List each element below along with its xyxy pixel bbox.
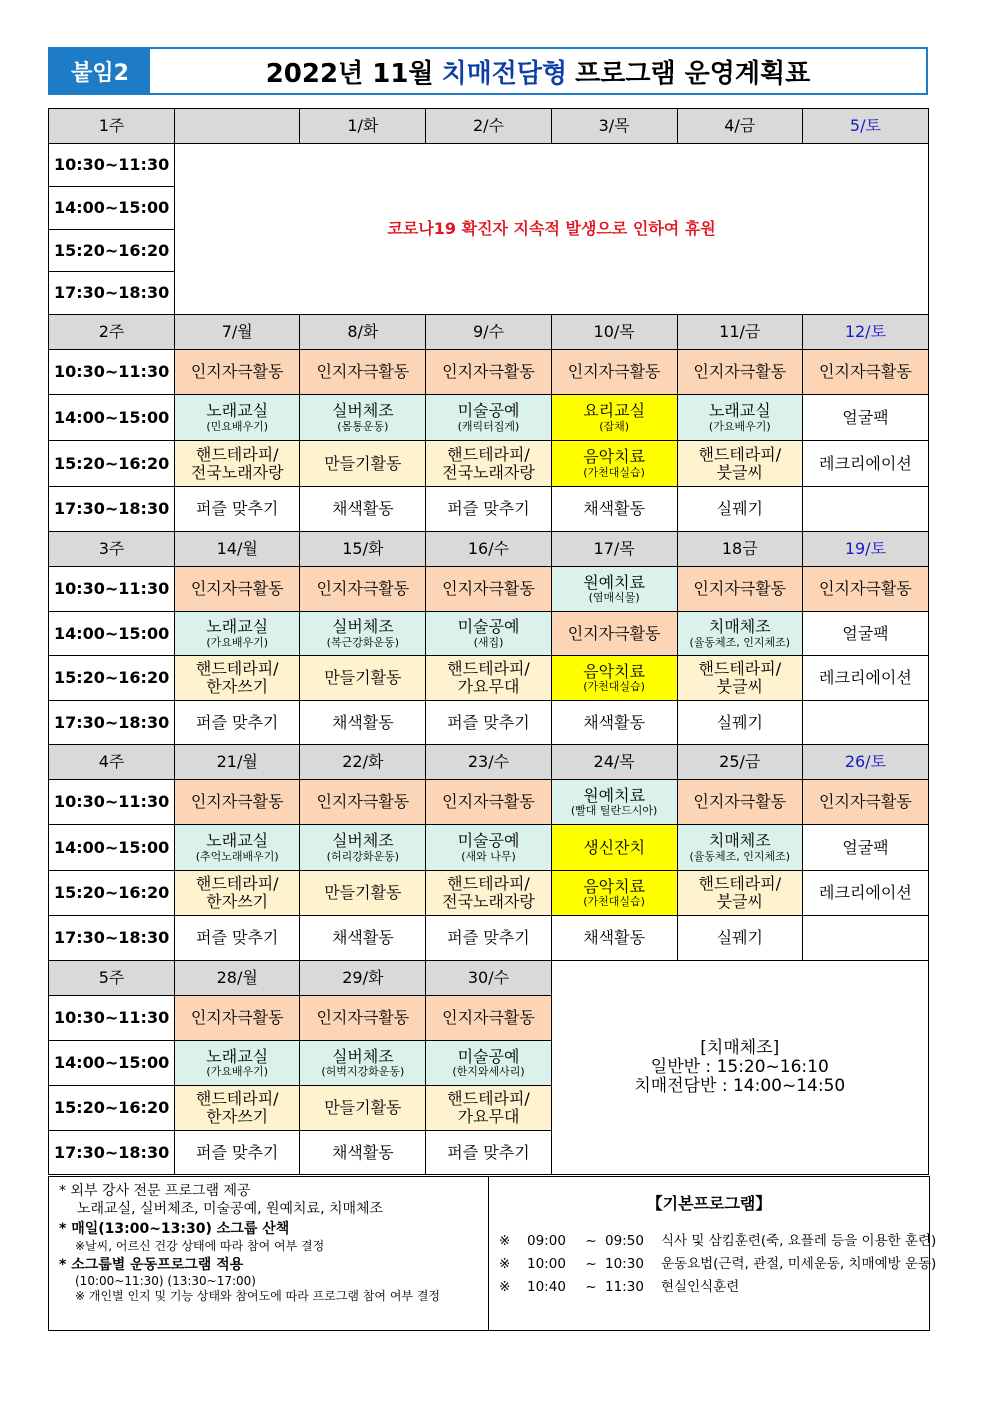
- activity-detail: (허리강화운동): [326, 849, 400, 863]
- activity-title: 음악치료: [583, 876, 646, 896]
- row-tilde: ~: [585, 1233, 597, 1249]
- activity-cell: 퍼즐 맞추기: [175, 1131, 300, 1175]
- activity-cell: [426, 1086, 551, 1131]
- activity-cell: 퍼즐 맞추기: [175, 701, 300, 745]
- week-label: 2주: [49, 315, 175, 350]
- title-year-month: 2022년 11월: [265, 58, 434, 89]
- activity-cell: 인지자극활동: [426, 996, 551, 1041]
- attachment-badge: 붙임2: [50, 49, 150, 93]
- activity-title: 노래교실: [206, 831, 269, 851]
- activity-cell: [677, 825, 802, 871]
- activity-cell: [426, 871, 551, 916]
- activity-title: 미술공예: [457, 831, 520, 851]
- activity-cell: [426, 1041, 551, 1086]
- day-header: 16/수: [426, 532, 551, 567]
- note-external: * 외부 강사 전문 프로그램 제공: [59, 1183, 251, 1199]
- activity-detail: (가요배우기): [206, 1065, 269, 1079]
- activity-cell: [426, 395, 551, 441]
- note-exercise: * 소그룹별 운동프로그램 적용: [59, 1256, 244, 1273]
- day-header: 22/화: [300, 745, 426, 780]
- activity-cell: [551, 441, 677, 487]
- day-header: 9/수: [426, 315, 551, 350]
- activity-cell: [426, 825, 551, 871]
- time-slot: 14:00~15:00: [49, 395, 175, 441]
- activity-detail: (가요배우기): [206, 635, 269, 649]
- activity-detail: (가요배우기): [708, 419, 771, 433]
- activity-cell: 만들기활동: [300, 871, 426, 916]
- activity-title: 핸드테라피/: [447, 1089, 530, 1109]
- week-label: 1주: [49, 109, 175, 144]
- day-header: 23/수: [426, 745, 551, 780]
- activity-title-2: 전국노래자랑: [442, 462, 535, 482]
- time-slot: 14:00~15:00: [49, 187, 175, 230]
- time-slot: 15:20~16:20: [49, 230, 175, 272]
- activity-detail: (율동체조, 인지체조): [689, 635, 791, 649]
- activity-cell: 인지자극활동: [300, 350, 426, 395]
- day-header: [175, 109, 300, 144]
- activity-cell: 실꿰기: [677, 916, 802, 961]
- week-header: [49, 315, 929, 350]
- activity-cell: 인지자극활동: [551, 612, 677, 656]
- time-slot: 17:30~18:30: [49, 1131, 175, 1175]
- time-slot: 10:30~11:30: [49, 567, 175, 612]
- activity-detail: (가천대실습): [583, 465, 645, 479]
- activity-cell: 인지자극활동: [551, 350, 677, 395]
- activity-cell: 채색활동: [300, 1131, 426, 1175]
- schedule-table: [48, 108, 929, 1175]
- activity-title: 음악치료: [583, 661, 646, 681]
- row-end: 11:30: [605, 1279, 644, 1295]
- activity-cell: 채색활동: [551, 916, 677, 961]
- time-slot: 17:30~18:30: [49, 916, 175, 961]
- activity-title: 노래교실: [708, 401, 771, 421]
- activity-detail: (한지와세사리): [452, 1065, 525, 1079]
- document-header: [48, 47, 928, 95]
- row-desc: 현실인식훈련: [661, 1279, 740, 1295]
- activity-cell: [175, 612, 300, 656]
- activity-title: 핸드테라피/: [698, 659, 782, 679]
- day-header: 25/금: [677, 745, 802, 780]
- dementia-exercise-note: [551, 961, 928, 1175]
- activity-title: 실버체조: [331, 401, 394, 421]
- activity-cell: 채색활동: [300, 487, 426, 532]
- day-header: 30/수: [426, 961, 551, 996]
- day-header: 7/월: [175, 315, 300, 350]
- activity-cell: 인지자극활동: [300, 567, 426, 612]
- day-header: 4/금: [677, 109, 802, 144]
- activity-cell: 채색활동: [300, 701, 426, 745]
- activity-title: 음악치료: [583, 447, 646, 467]
- activity-cell: 레크리에이션: [802, 656, 928, 701]
- activity-cell: [802, 487, 928, 532]
- activity-title-2: 가요무대: [457, 677, 520, 696]
- activity-cell: 인지자극활동: [300, 996, 426, 1041]
- row-mark: ※: [499, 1279, 511, 1295]
- activity-cell: 인지자극활동: [175, 567, 300, 612]
- row-desc: 운동요법(근력, 관절, 미세운동, 치매예방 운동): [661, 1256, 937, 1272]
- day-header: 21/월: [175, 745, 300, 780]
- basic-program-heading: 【기본프로그램】: [646, 1194, 772, 1213]
- activity-title: 요리교실: [583, 401, 646, 421]
- activity-title: 핸드테라피/: [195, 874, 279, 894]
- time-slot: 10:30~11:30: [49, 780, 175, 825]
- activity-title: 핸드테라피/: [698, 444, 782, 464]
- activity-cell: 만들기활동: [300, 1086, 426, 1131]
- day-header: 2/수: [426, 109, 551, 144]
- activity-detail: (염매식물): [588, 591, 640, 605]
- week-header: [49, 532, 929, 567]
- activity-detail: (몸통운동): [337, 419, 389, 433]
- activity-title: 노래교실: [206, 617, 269, 637]
- day-header: 5/토: [802, 109, 928, 144]
- activity-title: 핸드테라피/: [195, 444, 279, 464]
- activity-cell: [802, 916, 928, 961]
- activity-cell: [175, 871, 300, 916]
- basic-program-row: [499, 1253, 937, 1276]
- activity-detail: (가천대실습): [583, 680, 645, 694]
- row-desc: 식사 및 삼킴훈련(죽, 요플레 등을 이용한 훈련): [661, 1233, 937, 1249]
- day-header: 11/금: [677, 315, 802, 350]
- activity-cell: [802, 701, 928, 745]
- activity-cell: [426, 656, 551, 701]
- note-exercise-times: (10:00~11:30) (13:30~17:00): [75, 1274, 256, 1288]
- activity-title: 핸드테라피/: [447, 444, 530, 464]
- week-header: [49, 961, 929, 996]
- activity-cell: [677, 656, 802, 701]
- activity-title-2: 전국노래자랑: [442, 892, 535, 911]
- activity-cell: [175, 1086, 300, 1131]
- activity-title-2: 붓글씨: [716, 677, 763, 696]
- day-header: 24/목: [551, 745, 677, 780]
- day-header: 28/월: [175, 961, 300, 996]
- closure-notice: 코로나19 확진자 지속적 발생으로 인하여 휴원: [175, 144, 929, 315]
- activity-title-2: 붓글씨: [716, 892, 763, 911]
- activity-cell: [175, 1041, 300, 1086]
- note-walk: * 매일(13:00~13:30) 소그룹 산책: [59, 1221, 290, 1237]
- activity-cell: 채색활동: [551, 487, 677, 532]
- activity-cell: 인지자극활동: [802, 567, 928, 612]
- activity-cell: [551, 780, 677, 825]
- activity-cell: [300, 1041, 426, 1086]
- activity-cell: 인지자극활동: [426, 350, 551, 395]
- time-slot: 14:00~15:00: [49, 612, 175, 656]
- week-header: [49, 109, 929, 144]
- activity-cell: 인지자극활동: [175, 996, 300, 1041]
- row-mark: ※: [499, 1233, 511, 1249]
- time-slot: 17:30~18:30: [49, 272, 175, 315]
- note-line: 일반반 : 15:20~16:10: [650, 1057, 829, 1078]
- activity-cell: 만들기활동: [300, 656, 426, 701]
- activity-detail: (율동체조, 인지체조): [689, 849, 791, 863]
- row-end: 10:30: [605, 1256, 644, 1272]
- activity-cell: [300, 825, 426, 871]
- activity-title: 노래교실: [206, 401, 269, 421]
- activity-cell: 인지자극활동: [300, 780, 426, 825]
- activity-title: 노래교실: [206, 1046, 269, 1066]
- time-slot: 10:30~11:30: [49, 996, 175, 1041]
- day-header: 3/목: [551, 109, 677, 144]
- activity-title-2: 가요무대: [457, 1107, 520, 1126]
- time-slot: 15:20~16:20: [49, 441, 175, 487]
- activity-title: 원예치료: [583, 572, 646, 592]
- row-tilde: ~: [585, 1279, 597, 1295]
- activity-cell: 인지자극활동: [802, 350, 928, 395]
- title-rest: 프로그램 운영계획표: [575, 58, 811, 89]
- time-slot: 14:00~15:00: [49, 825, 175, 871]
- week-label: 5주: [49, 961, 175, 996]
- document-title: [150, 49, 926, 93]
- activity-cell: 채색활동: [300, 916, 426, 961]
- note-exercise-detail: ※ 개인별 인지 및 기능 상태와 참여도에 따라 프로그램 참여 여부 결정: [75, 1289, 441, 1303]
- activity-cell: [551, 395, 677, 441]
- week-label: 3주: [49, 532, 175, 567]
- activity-title: 미술공예: [457, 401, 520, 421]
- time-slot: 15:20~16:20: [49, 656, 175, 701]
- activity-detail: (허벅지강화운동): [321, 1065, 405, 1079]
- activity-detail: (캐릭터집게): [457, 419, 520, 433]
- time-slot: 15:20~16:20: [49, 871, 175, 916]
- activity-detail: (새집): [473, 635, 504, 649]
- activity-title: 미술공예: [457, 617, 520, 637]
- day-header: 12/토: [802, 315, 928, 350]
- activity-cell: 레크리에이션: [802, 871, 928, 916]
- row-mark: ※: [499, 1256, 511, 1272]
- time-slot: 10:30~11:30: [49, 350, 175, 395]
- activity-cell: 퍼즐 맞추기: [426, 701, 551, 745]
- activity-title-2: 한자쓰기: [206, 892, 269, 911]
- activity-cell: 채색활동: [551, 701, 677, 745]
- activity-cell: [175, 825, 300, 871]
- footer-notes: [49, 1177, 489, 1331]
- row-end: 09:50: [605, 1233, 644, 1249]
- activity-cell: 생신잔치: [551, 825, 677, 871]
- activity-cell: 인지자극활동: [677, 567, 802, 612]
- row-tilde: ~: [585, 1256, 597, 1272]
- activity-cell: [551, 656, 677, 701]
- activity-cell: [677, 395, 802, 441]
- activity-title: 미술공예: [457, 1046, 520, 1066]
- time-slot: 14:00~15:00: [49, 1041, 175, 1086]
- activity-cell: 얼굴팩: [802, 825, 928, 871]
- day-header: 8/화: [300, 315, 426, 350]
- note-line: 치매전담반 : 14:00~14:50: [634, 1075, 846, 1096]
- activity-title: 원예치료: [583, 785, 646, 805]
- activity-cell: [175, 656, 300, 701]
- activity-title-2: 전국노래자랑: [190, 462, 284, 482]
- activity-cell: 인지자극활동: [175, 350, 300, 395]
- activity-cell: 인지자극활동: [426, 567, 551, 612]
- activity-cell: 인지자극활동: [677, 780, 802, 825]
- activity-cell: 인지자극활동: [802, 780, 928, 825]
- activity-cell: [551, 567, 677, 612]
- activity-detail: (빨대 틸란드시아): [570, 804, 658, 818]
- note-walk-detail: ※날씨, 어르신 건강 상태에 따라 참여 여부 결정: [75, 1238, 325, 1253]
- day-header: 19/토: [802, 532, 928, 567]
- day-header: 1/화: [300, 109, 426, 144]
- day-header: 26/토: [802, 745, 928, 780]
- basic-program-row: [499, 1230, 937, 1253]
- activity-title: 핸드테라피/: [195, 659, 279, 679]
- activity-title: 핸드테라피/: [195, 1089, 279, 1109]
- activity-cell: [175, 441, 300, 487]
- week-label: 4주: [49, 745, 175, 780]
- activity-title-2: 한자쓰기: [206, 677, 269, 696]
- activity-cell: 실꿰기: [677, 701, 802, 745]
- day-header: 29/화: [300, 961, 426, 996]
- activity-detail: (민요배우기): [206, 419, 269, 433]
- activity-title-2: 한자쓰기: [206, 1107, 269, 1126]
- time-slot: 17:30~18:30: [49, 701, 175, 745]
- activity-cell: [426, 612, 551, 656]
- activity-title: 핸드테라피/: [447, 659, 530, 679]
- day-header: 10/목: [551, 315, 677, 350]
- activity-title: 핸드테라피/: [698, 874, 782, 894]
- activity-cell: 퍼즐 맞추기: [175, 487, 300, 532]
- row-start: 09:00: [527, 1233, 566, 1249]
- activity-cell: [300, 612, 426, 656]
- activity-cell: 실꿰기: [677, 487, 802, 532]
- activity-cell: [551, 871, 677, 916]
- time-slot: 15:20~16:20: [49, 1086, 175, 1131]
- activity-cell: [300, 395, 426, 441]
- activity-cell: [677, 441, 802, 487]
- activity-title: 실버체조: [331, 617, 394, 637]
- activity-cell: 얼굴팩: [802, 612, 928, 656]
- week-header: [49, 745, 929, 780]
- activity-cell: [175, 395, 300, 441]
- activity-title: 치매체조: [708, 831, 771, 851]
- row-start: 10:40: [527, 1279, 566, 1295]
- activity-cell: 퍼즐 맞추기: [426, 487, 551, 532]
- activity-detail: (추억노래배우기): [195, 849, 279, 863]
- activity-detail: (잡채): [599, 419, 630, 433]
- activity-title-2: 붓글씨: [716, 462, 763, 482]
- activity-cell: 인지자극활동: [426, 780, 551, 825]
- activity-cell: 퍼즐 맞추기: [426, 916, 551, 961]
- day-header: 15/화: [300, 532, 426, 567]
- activity-cell: 인지자극활동: [175, 780, 300, 825]
- time-slot: 17:30~18:30: [49, 487, 175, 532]
- activity-cell: [426, 441, 551, 487]
- activity-title: 실버체조: [331, 1046, 394, 1066]
- activity-title: 실버체조: [331, 831, 394, 851]
- activity-cell: 퍼즐 맞추기: [175, 916, 300, 961]
- footer-table: [48, 1176, 937, 1331]
- day-header: 17/목: [551, 532, 677, 567]
- basic-program-row: [499, 1276, 919, 1299]
- activity-detail: (복근강화운동): [326, 635, 400, 649]
- time-slot: 10:30~11:30: [49, 144, 175, 187]
- activity-title: 핸드테라피/: [447, 874, 530, 894]
- activity-cell: 얼굴팩: [802, 395, 928, 441]
- note-heading: [치매체조]: [700, 1038, 780, 1059]
- day-header: 14/월: [175, 532, 300, 567]
- title-highlight: 치매전담형: [441, 58, 568, 89]
- activity-cell: 퍼즐 맞추기: [426, 1131, 551, 1175]
- activity-cell: 레크리에이션: [802, 441, 928, 487]
- note-external-list: 노래교실, 실버체조, 미술공예, 원예치료, 치매체조: [77, 1200, 384, 1217]
- activity-cell: [677, 871, 802, 916]
- activity-title: 치매체조: [708, 617, 771, 637]
- day-header: 18금: [677, 532, 802, 567]
- activity-cell: 인지자극활동: [677, 350, 802, 395]
- activity-detail: (새와 나무): [461, 849, 516, 863]
- row-start: 10:00: [527, 1256, 566, 1272]
- basic-program: [489, 1177, 937, 1331]
- activity-detail: (가천대실습): [583, 895, 645, 909]
- activity-cell: 만들기활동: [300, 441, 426, 487]
- activity-cell: [677, 612, 802, 656]
